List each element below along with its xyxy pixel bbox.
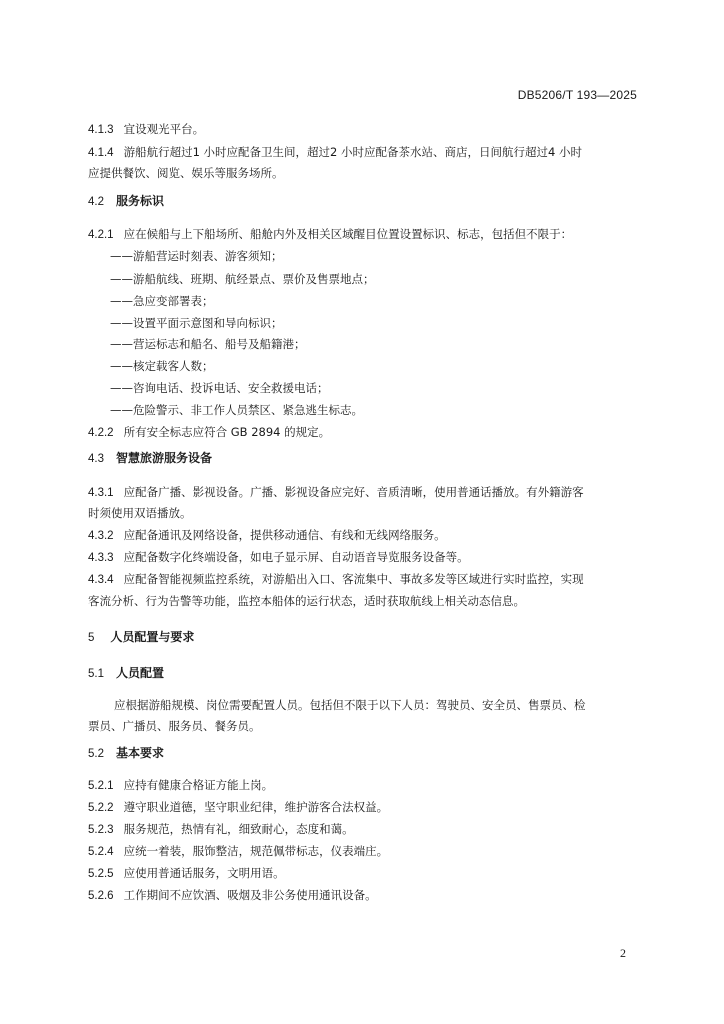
clause-5-2-4 [88, 843, 388, 860]
section-heading-4-3 [88, 450, 212, 467]
clause-4-3-1-cont: 时须使用双语播放。 [88, 506, 192, 520]
clause-text: 应配备数字化终端设备，如电子显示屏、自动语音导览服务设备等。 [123, 550, 469, 564]
document-code: DB5206/T 193—2025 [517, 88, 637, 102]
clause-text: 遵守职业道德，坚守职业纪律，维护游客合法权益。 [123, 800, 389, 814]
list-item: ——游船航线、班期、航经景点、票价及售票地点； [110, 272, 375, 286]
clause-4-3-2 [88, 527, 446, 544]
clause-5-2-1 [88, 777, 273, 794]
clause-number: 4.2.2 [88, 427, 114, 439]
paragraph-5-1-cont: 票员、广播员、服务员、餐务员。 [88, 719, 261, 733]
clause-number: 5.2.3 [88, 824, 114, 836]
section-number: 4.2 [88, 196, 104, 208]
clause-4-3-1 [88, 484, 584, 501]
clause-4-3-3 [88, 549, 469, 566]
clause-number: 4.3.1 [88, 487, 114, 499]
section-title: 服务标识 [116, 194, 165, 208]
chapter-number: 5 [88, 632, 95, 644]
clause-number: 5.2.1 [88, 780, 114, 792]
clause-text: 所有安全标志应符合 GB 2894 的规定。 [123, 425, 331, 439]
list-item: ——核定载客人数； [110, 359, 214, 373]
section-number: 5.2 [88, 748, 104, 760]
section-number: 4.3 [88, 453, 104, 465]
clause-text: 应配备通讯及网络设备，提供移动通信、有线和无线网络服务。 [123, 528, 446, 542]
page-number: 2 [620, 946, 626, 960]
clause-text: 应持有健康合格证方能上岗。 [123, 778, 274, 792]
section-heading-5-1 [88, 665, 164, 682]
clause-5-2-2 [88, 799, 388, 816]
clause-number: 5.2.6 [88, 890, 114, 902]
clause-number: 5.2.2 [88, 802, 114, 814]
clause-text: 应统一着装，服饰整洁，规范佩带标志，仪表端庄。 [123, 844, 389, 858]
clause-text: 应在候船与上下船场所、船舱内外及相关区域醒目位置设置标识、标志，包括但不限于： [123, 227, 573, 241]
clause-number: 4.1.3 [88, 124, 114, 136]
section-title: 智慧旅游服务设备 [116, 451, 213, 465]
clause-number: 5.2.5 [88, 868, 114, 880]
clause-5-2-6 [88, 887, 377, 904]
clause-text: 游船航行超过1 小时应配备卫生间，超过2 小时应配备茶水站、商店，日间航行超过4 小时 [123, 145, 582, 159]
clause-text: 应配备广播、影视设备。广播、影视设备应完好、音质清晰，使用普通话播放。有外籍游客 [123, 485, 584, 499]
paragraph-5-1: 应根据游船规模、岗位需要配置人员。包括但不限于以下人员：驾驶员、安全员、售票员、检 [114, 698, 586, 712]
clause-4-2-2 [88, 424, 330, 441]
clause-4-1-3 [88, 121, 204, 138]
section-title: 人员配置 [116, 666, 165, 680]
list-item: ——营运标志和船名、船号及船籍港； [110, 337, 306, 351]
clause-number: 4.3.3 [88, 552, 114, 564]
clause-4-3-4 [88, 571, 584, 588]
list-item: ——危险警示、非工作人员禁区、紧急逃生标志。 [110, 403, 363, 417]
chapter-heading-5 [88, 629, 194, 646]
clause-text: 服务规范，热情有礼，细致耐心，态度和蔼。 [123, 822, 354, 836]
section-heading-4-2 [88, 193, 164, 210]
clause-5-2-5 [88, 865, 285, 882]
clause-text: 应配备智能视频监控系统，对游船出入口、客流集中、事故多发等区域进行实时监控，实现 [123, 572, 584, 586]
clause-text: 工作期间不应饮酒、吸烟及非公务使用通讯设备。 [123, 888, 377, 902]
list-item: ——设置平面示意图和导向标识； [110, 316, 283, 330]
clause-number: 4.3.2 [88, 530, 114, 542]
clause-number: 4.2.1 [88, 229, 114, 241]
clause-number: 4.1.4 [88, 147, 114, 159]
clause-text: 宜设观光平台。 [123, 122, 205, 136]
clause-4-1-4-cont: 应提供餐饮、阅览、娱乐等服务场所。 [88, 166, 284, 180]
clause-5-2-3 [88, 821, 354, 838]
clause-text: 应使用普通话服务，文明用语。 [123, 866, 285, 880]
list-item: ——急应变部署表； [110, 294, 214, 308]
clause-number: 5.2.4 [88, 846, 114, 858]
section-heading-5-2 [88, 745, 164, 762]
section-number: 5.1 [88, 668, 104, 680]
list-item: ——咨询电话、投诉电话、安全救援电话； [110, 381, 329, 395]
section-title: 基本要求 [116, 746, 165, 760]
clause-4-1-4 [88, 144, 582, 161]
list-item: ——游船营运时刻表、游客须知； [110, 249, 283, 263]
clause-number: 4.3.4 [88, 574, 114, 586]
chapter-title: 人员配置与要求 [110, 630, 195, 644]
clause-4-3-4-cont: 客流分析、行为告警等功能，监控本船体的运行状态，适时获取航线上相关动态信息。 [88, 594, 525, 608]
clause-4-2-1 [88, 226, 572, 243]
